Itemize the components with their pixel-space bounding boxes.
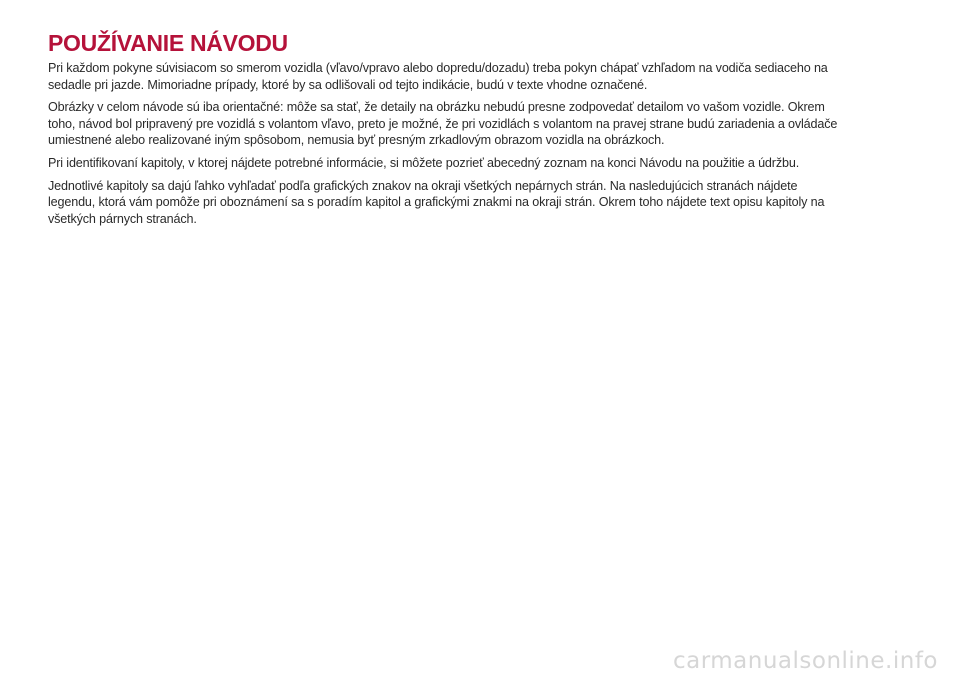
paragraph-chapter-navigation: Jednotlivé kapitoly sa dajú ľahko vyhľadať podľa grafických znakov na okraji všetkých nepárnych strán. Na nasledujúcich stranách nájdete legendu, ktorá vám pomôže pri oboznámení sa s poradím kapitol a grafickými znakmi na okraji strán. Okrem toho nájdete text opisu kapitoly na všetkých párnych stranách. bbox=[48, 178, 825, 226]
site-watermark: carmanualsonline.info bbox=[672, 648, 938, 674]
paragraph-illustrations-note: Obrázky v celom návode sú iba orientačné: môže sa stať, že detaily na obrázku nebudú presne zodpovedať detailom vo vašom vozidle. Okrem toho, návod bol pripravený pre vozidlá s volantom vľavo, preto je možné, že pri vozidlách s volantom na pravej strane budú zariadenia a ovládače umiestnené alebo realizované iným spôsobom, nemusia byť presným zrkadlovým obrazom vozidla na obrázkoch. bbox=[48, 100, 838, 148]
paragraph-alphabetical-index: Pri identifikovaní kapitoly, v ktorej nájdete potrebné informácie, si môžete pozrieť abecedný zoznam na konci Návodu na použitie a údržbu. bbox=[48, 155, 800, 170]
paragraph-direction-reference: Pri každom pokyne súvisiacom so smerom vozidla (vľavo/vpravo alebo dopredu/dozadu) treba pokyn chápať vzhľadom na vodiča sediaceho na sedadle pri jazde. Mimoriadne prípady, ktoré by sa odlišovali od tejto indikácie, budú v texte vhodne označené. bbox=[48, 61, 828, 92]
manual-page bbox=[48, 30, 838, 233]
page-title: POUŽÍVANIE NÁVODU bbox=[48, 30, 288, 56]
